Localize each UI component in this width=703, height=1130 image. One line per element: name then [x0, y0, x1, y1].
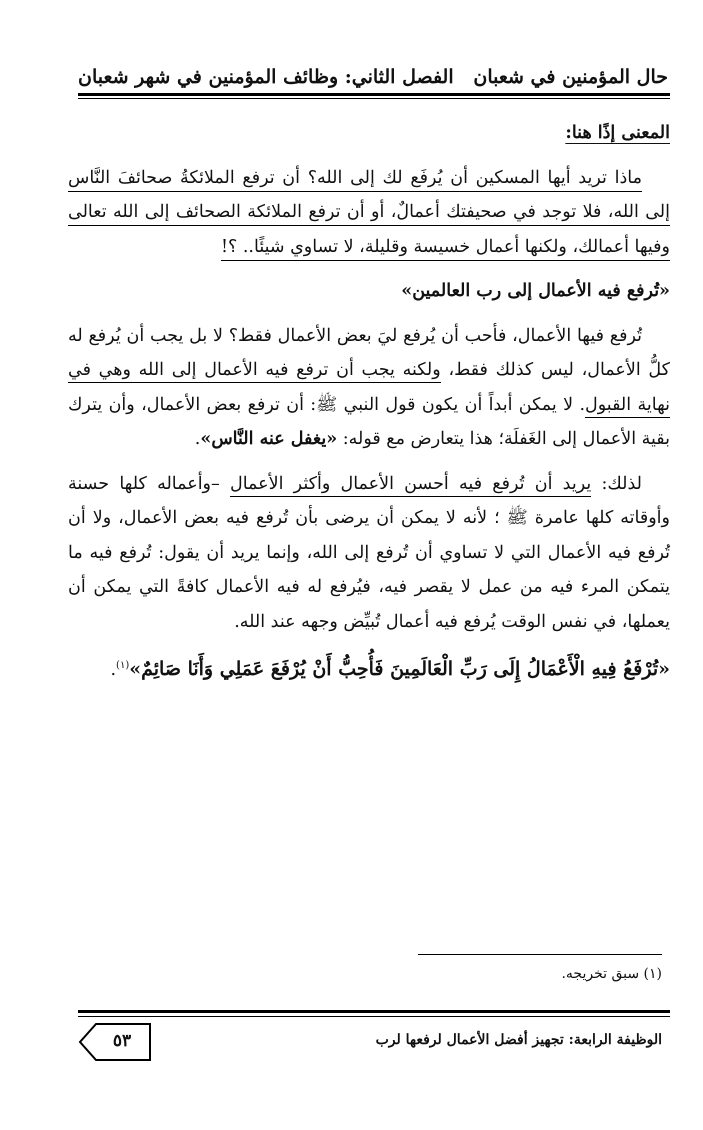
page-number: ٥٣	[112, 1031, 132, 1051]
paragraph-question: ماذا تريد أيها المسكين أن يُرفَع لك إلى الله؟ أن ترفع الملائكةُ صحائفَ النَّاس إلى الله، فلا توجد في صحيفتك أعمالٌ، أو أن ترفع الملائكة الصحائف إلى الله تعالى وفيها أعمالك، ولكنها أعمال خسيسة وقليلة، لا تساوي شيئًا.. ؟!	[68, 161, 670, 265]
footnote: (١) سبق تخريجه.	[561, 966, 662, 982]
quoted-phrase: «يغفل عنه النَّاس»	[200, 429, 338, 449]
header-section-title: الفصل الثاني: وظائف المؤمنين في شهر شعبان	[78, 66, 454, 88]
header-rule	[78, 93, 670, 96]
underlined-phrase: يريد أن تُرفع فيه أحسن الأعمال وأكثر الأعمال	[230, 474, 591, 497]
header-chapter-title: حال المؤمنين في شعبان	[473, 66, 668, 88]
hadith-quote: «تُرْفَعُ فِيهِ الْأَعْمَالُ إِلَى رَبِّ الْعَالَمِينَ فَأُحِبُّ أَنْ يُرْفَعَ عَمَلِي وَأَنَا صَائِمٌ»$^{(١)}$.	[110, 657, 670, 680]
paragraph-conclusion: لذلك: يريد أن تُرفع فيه أحسن الأعمال وأكثر الأعمال –وأعماله كلها حسنة وأوقاته كلها عامرة ﷺ ؛ لأنه لا يمكن أن يرضى بأن تُرفع فيه بعض الأعمال، ولا أن تُرفع فيه الأعمال التي لا تساوي أن تُرفع إلى الله، وإنما يريد أن يقول: تُرفع فيه ما يتمكن المرء فيه من عمل لا يقصر فيه، فيُرفع له فيه الأعمال كافةً التي يمكن أن يعملها، في نفس الوقت يُرفع فيه أعمال تُبيِّض وجهه عند الله.	[68, 473, 670, 632]
underlined-phrase: ولكنه يجب أن ترفع فيه الأعمال إلى الله وهي في نهاية القبول	[68, 360, 670, 418]
page-body	[68, 116, 670, 697]
footer-rule	[78, 1010, 670, 1013]
paragraph-explanation: تُرفع فيها الأعمال، فأحب أن يُرفع ليَ بعض الأعمال فقط؟ لا بل يجب أن يُرفع له كلُّ الأعمال، ليس كذلك فقط، ولكنه يجب أن ترفع فيه الأعمال إلى الله وهي في نهاية القبول. لا يمكن أبداً أن يكون قول النبي ﷺ: أن ترفع بعض الأعمال، وأن يترك بقية الأعمال إلى الغَفلَة؛ هذا يتعارض مع قوله: «يغفل عنه النَّاس».	[68, 325, 671, 449]
running-header	[78, 52, 668, 92]
footnote-marker: (١)	[116, 660, 130, 671]
paragraph-subheading: «تُرفع فيه الأعمال إلى رب العالمين»	[401, 281, 670, 301]
footer-title: الوظيفة الرابعة: تجهيز أفضل الأعمال لرفعها لرب	[375, 1032, 662, 1048]
section-heading: المعنى إذًا هنا:	[565, 123, 670, 143]
footer-rule-thin	[78, 1016, 670, 1017]
footnote-rule	[418, 954, 662, 955]
header-rule-thin	[78, 98, 670, 99]
